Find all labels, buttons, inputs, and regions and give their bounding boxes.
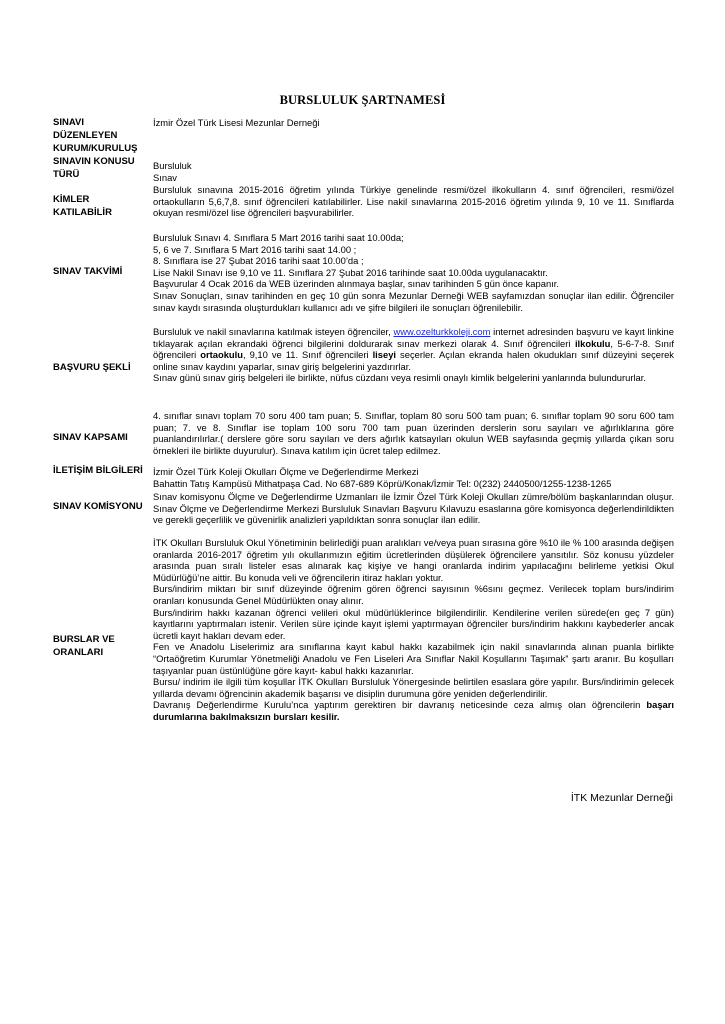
application-block bbox=[153, 326, 674, 384]
page-title: BURSLULUK ŞARTNAMESİ bbox=[279, 93, 446, 107]
label-contact: İLETİŞİM BİLGİLERİ bbox=[53, 465, 143, 476]
signature: İTK Mezunlar Derneği bbox=[570, 792, 673, 804]
application-text: Bursluluk ve nakil sınavlarına katılmak isteyen öğrenciler, bbox=[153, 326, 394, 337]
schedule-results: Sınav Sonuçları, sınav tarihinden en geç 10 gün sonra Mezunlar Derneği WEB sayfamızdan sonuçlar ilan edilir. Öğrenciler sınav kaydı sırasında oluşturdukları kullanıcı adı ve şifre bilgileri ile sonuçları öğrenilebilir. bbox=[153, 289, 674, 313]
label-commission: SINAV KOMİSYONU bbox=[53, 501, 143, 512]
scholarships-block bbox=[153, 537, 674, 723]
scholarship-paragraph: İTK Okulları Bursluluk Okul Yönetiminin belirlediği puan aralıkları ve/veya puan sırasına göre %10 ile % 100 arasında değişen oranlarda 2016-2017 öğretim yılı okullarımızın eğitim ücretlerinden düşülerek öğrencilere yansıtılır. Söz konusu yüzdeler arasında puan sıralı listeler esas alınarak kaç kişiye ve hangi oranlarda indirim yapılacağını belirleme yetkisi Okul Müdürlüğü’ne aittir. Bu konuda veli ve öğrencilerin itiraz hakları yoktur. bbox=[153, 537, 674, 583]
label-scholarships: BURSLAR VE ORANLARI bbox=[53, 634, 115, 658]
application-documents: Sınav günü sınav giriş belgeleri ile birlikte, nüfus cüzdanı veya resimli onaylı kimlik belgelerini yanlarında bulundururlar. bbox=[153, 372, 646, 384]
keyword-ortaokulu: ortaokulu bbox=[200, 349, 243, 361]
commission-text: Sınav komisyonu Ölçme ve Değerlendirme Uzmanları ile İzmir Özel Türk Koleji Okulları zümre/bölüm başkanlarından oluşur. Sınav Ölçme ve Değerlendirme Merkezi Bursluluk Sınavları Başvuru Kılavuzu esaslarına göre komisyonca değerlendirildikten ve gerekli geçerlilik ve güvenirlik analizleri yapıldıktan sonra sonuçlar ilan edilir. bbox=[153, 491, 674, 526]
schedule-line: Lise Nakil Sınavı ise 9,10 ve 11. Sınıflara 27 Şubat 2016 tarihinde saat 10.00da uygulanacaktır. bbox=[153, 266, 548, 278]
label-scope: SINAV KAPSAMI bbox=[53, 432, 128, 443]
label-eligibility: KİMLER KATILABİLİR bbox=[53, 194, 112, 218]
label-schedule: SINAV TAKVİMİ bbox=[53, 266, 123, 277]
label-organizer: SINAVI DÜZENLEYEN KURUM/KURULUŞ bbox=[53, 117, 138, 154]
school-website-link[interactable]: www.ozelturkkoleji.com bbox=[393, 326, 491, 337]
contact-line: Bahattin Tatış Kampüsü Mithatpaşa Cad. No 687-689 Köprü/Konak/İzmir Tel: 0(232) 2440500/1255-1238-1265 bbox=[153, 477, 612, 489]
schedule-line: 5, 6 ve 7. Sınıflara 5 Mart 2016 tarihi saat 14.00 ; bbox=[153, 243, 357, 255]
scholarship-paragraph: Bursu/ indirim ile ilgili tüm koşullar İTK Okulları Bursluluk Yönergesinde belirtilen esaslara göre yapılır. Burs/indirimin gelecek yıllarda devamı öğrencinin akademik başarısı ve disiplin durumuna göre yeniden değerlendirilir. bbox=[153, 676, 674, 699]
scholarship-paragraph bbox=[153, 699, 674, 722]
scholarship-emphasis: başarı durumlarına bakılmaksızın bursları kesilir. bbox=[153, 699, 674, 722]
organizer-value: İzmir Özel Türk Lisesi Mezunlar Derneği bbox=[153, 117, 320, 128]
application-text: , 9,10 ve 11. Sınıf öğrencileri bbox=[242, 349, 373, 361]
exam-subject: Bursluluk bbox=[153, 160, 192, 171]
scholarship-paragraph: Burs/indirim miktarı bir sınıf düzeyinde öğrenim gören öğrenci sayısının %6sını geçmez. Verilecek toplam burs/indirim oranları konusunda Genel Müdürlükten onay alınır. bbox=[153, 583, 674, 606]
schedule-line: 8. Sınıflara ise 27 Şubat 2016 tarihi saat 10.00’da ; bbox=[153, 255, 364, 267]
scholarship-text: Davranış Değerlendirme Kurulu’nca yaptırım gerektiren bir davranış neticesinde ceza almış olan öğrencilerin bbox=[153, 699, 647, 711]
schedule-line: Bursluluk Sınavı 4. Sınıflara 5 Mart 2016 tarihi saat 10.00da; bbox=[153, 232, 404, 243]
keyword-liseyi: liseyi bbox=[372, 349, 397, 361]
label-application: BAŞVURU ŞEKLİ bbox=[53, 362, 131, 373]
contact-line: İzmir Özel Türk Koleji Okulları Ölçme ve Değerlendirme Merkezi bbox=[153, 466, 419, 477]
application-paragraph bbox=[153, 326, 674, 372]
exam-kind: Sınav bbox=[153, 172, 177, 183]
application-text: seçerler. Açılan ekranda halen okudukları sınıf düzeyini seçerek online sınav kaydını yaparlar, sınav giriş belgelerini yazdırırlar. bbox=[153, 349, 674, 372]
scholarship-paragraph: Fen ve Anadolu Liselerimiz ara sınıflarına kayıt kabul hakkı kazabilmek için nakil sınavlarında alınan puanla birlikte “Ortaöğretim Kurumlar Yönetmeliği Anadolu ve Fen Liseleri Ara Sınıflar Nakil Koşullarını Taşımak” şartı aranır. Bu koşulları taşıyanlar puan üstünlüğüne göre kayıt- kabul hakkı kazanırlar. bbox=[153, 641, 674, 676]
scope-text: 4. sınıflar sınavı toplam 70 soru 400 tam puan; 5. Sınıflar, toplam 80 soru 500 tam puan; 6. sınıflar toplam 90 soru 600 tam puan; 7. ve 8. Sınıflar ise toplam 100 soru 700 tam puan üzerinden derslerin soru sayıları ve ağırlıklarına göre puanlandırılırlar.( derslere göre soru sayıları ve ders ağırlık katsayıları okulun WEB sayfasında geçmiş yıllarda çıkan soru örnekleri ile birlikte duyurulur). Sınava katılım için ücret talep edilmez. bbox=[153, 410, 674, 456]
keyword-ilkokulu: ilkokulu bbox=[574, 337, 611, 349]
schedule-line: Başvurular 4 Ocak 2016 da WEB üzerinden alınmaya başlar, sınav tarihinden 5 gün önce kapanır. bbox=[153, 278, 559, 290]
schedule-block bbox=[153, 232, 674, 313]
application-text: , 5-6-7-8. Sınıf öğrencileri bbox=[153, 337, 675, 361]
contact-block bbox=[153, 466, 674, 489]
application-text: internet adresinden başvuru ve kayıt linkine tıklayarak açılan ekrandaki öğrenci bilgilerini doldurarak sınav merkezi olarak 4. Sınıf öğrencileri bbox=[153, 326, 674, 349]
label-exam-type: SINAVIN KONUSU TÜRÜ bbox=[53, 156, 135, 180]
scholarship-paragraph: Burs/indirim hakkı kazanan öğrenci velileri okul müdürlüklerince bilgilendirilir. Kendilerine verilen sürede(en geç 7 gün) kayıtlarını yaptırmaları istenir. Verilen süre içinde kayıt işlemi yaptırmayan öğrenciler burs/indirim hakkını kaybederler ancak ücretli kayıt hakları devam eder. bbox=[153, 606, 674, 641]
eligibility-text: Bursluluk sınavına 2015-2016 öğretim yılında Türkiye genelinde resmi/özel ilkokulların 4. sınıf öğrencileri, resmi/özel ortaokulların 5,6,7,8. sınıf öğrencileri katılabilirler. Lise nakil sınavlarına 2015-2016 öğretim yılında 9, 10 ve 11. Sınıflarda okuyan resmi/özel lise öğrencileri başvurabilirler. bbox=[153, 184, 674, 219]
